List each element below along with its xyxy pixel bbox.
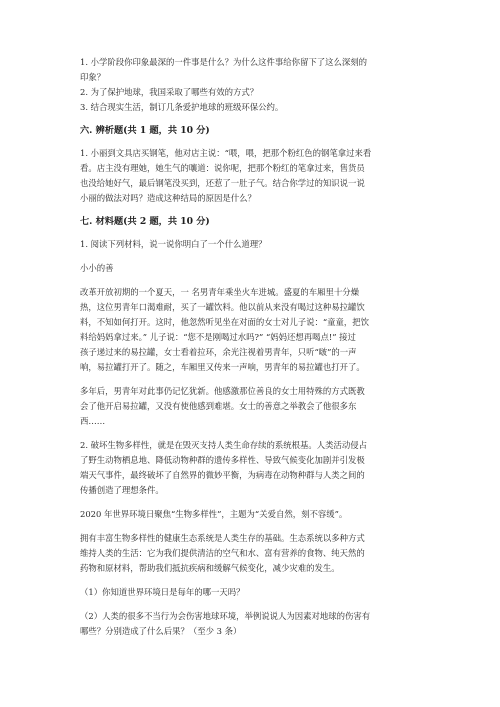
story-paragraph-1-line: 改革开放初期的一个夏天，一 名男青年乘坐火车进城。盛夏的车厢里十分燥 <box>80 287 360 297</box>
sub-question-2-line: 哪些？分别造成了什么后果？（至少 3 条） <box>80 626 242 636</box>
question-3: 3. 结合现实生活，制订几条爱护地球的班级环保公约。 <box>80 102 284 112</box>
question-2: 2. 为了保护地球，我国采取了哪些有效的方式？ <box>80 87 259 97</box>
ecosystem-paragraph-line: 维持人类的生活：它为我们提供清洁的空气和水、富有营养的食物、纯天然的 <box>80 548 365 558</box>
story-paragraph-2-line: 多年后，男青年对此事仍记忆犹新。他感激那位善良的女士用特殊的方式既教 <box>80 386 365 396</box>
story-paragraph-1-line: 响，易拉罐打开了。随之，车厢里又传来一声响，男青年的易拉罐也打开了。 <box>80 362 365 372</box>
story-paragraph-1-line: 孩子递过来的易拉罐，女士看着拉环，余光注视着男青年，只听“啵”的一声 <box>80 347 357 357</box>
story-paragraph-1-line: 料给妈妈拿过来。” 儿子说：“您不是刚喝过水吗?” “妈妈还想再喝点!” 接过 <box>80 332 356 342</box>
section-7-question-1-intro: 1. 阅读下列材料，说一说你明白了一个什么道理？ <box>80 239 267 249</box>
story-paragraph-1-line: 料，不知如何打开。这时，他忽然听见坐在对面的女士对儿子说：“童童，把饮 <box>80 317 370 327</box>
story-paragraph-2-line: 会了他开启易拉罐，又没有使他感到难堪。女士的善意之举教会了他很多东 <box>80 401 357 411</box>
question-1-line-2: 印象？ <box>80 72 106 82</box>
ecosystem-paragraph-line: 药物和原材料，帮助我们抵抗疾病和缓解气候变化，减少灾难的发生。 <box>80 563 340 573</box>
question-2-paragraph-line: 了野生动物栖息地、降低动物种群的遗传多样性、导致气候变化加剧并引发极 <box>80 455 365 465</box>
ecosystem-paragraph-line: 拥有丰富生物多样性的健康生态系统是人类生存的基础。生态系统以多种方式 <box>80 533 365 543</box>
story-paragraph-1-line: 热，这位男青年口渴难耐，买了一罐饮料。他以前从来没有喝过这种易拉罐饮 <box>80 302 365 312</box>
section-6-line: 小丽的做法对吗？造成这种结局的原因是什么？ <box>80 193 256 203</box>
question-2-paragraph-line: 端天气事件，最终破坏了自然界的微妙平衡，为病毒在动物种群与人类之间的 <box>80 470 365 480</box>
section-6-heading: 六. 辨析题(共 1 题，共 10 分) <box>80 125 210 136</box>
question-2-paragraph-line: 传播创造了理想条件。 <box>80 485 164 495</box>
section-6-line: 1. 小丽到文具店买钢笔，他对店主说：“喂，喂，把那个粉红色的钢笔拿过来看 <box>80 148 372 158</box>
story-title: 小小的善 <box>80 263 114 273</box>
section-7-heading: 七. 材料题(共 2 题，共 10 分) <box>80 216 210 227</box>
section-6-line: 看。店主没有理她，她生气的嚷道：说你呢，把那个粉红的笔拿过来，售货员 <box>80 163 365 173</box>
sub-question-2-line: （2）人类的很多不当行为会伤害地球环境，举例说说人为因素对地球的伤害有 <box>80 611 371 621</box>
question-1-line-1: 1. 小学阶段你印象最深的一件事是什么？为什么这件事给你留下了这么深刻的 <box>80 57 368 67</box>
section-6-line: 也没给她好气，最后钢笔没买到，还惹了一肚子气。结合你学过的知识说一说 <box>80 178 365 188</box>
environment-day-theme: 2020 年世界环境日聚焦“生物多样性”，主题为“关爱自然，刻不容缓”。 <box>80 509 348 519</box>
story-paragraph-2-line: 西…… <box>80 416 106 426</box>
sub-question-1: （1）你知道世界环境日是每年的哪一天吗？ <box>80 587 245 597</box>
question-2-paragraph-line: 2. 破坏生物多样性，就是在毁灭支持人类生命存续的系统根基。人类活动侵占 <box>80 440 368 450</box>
